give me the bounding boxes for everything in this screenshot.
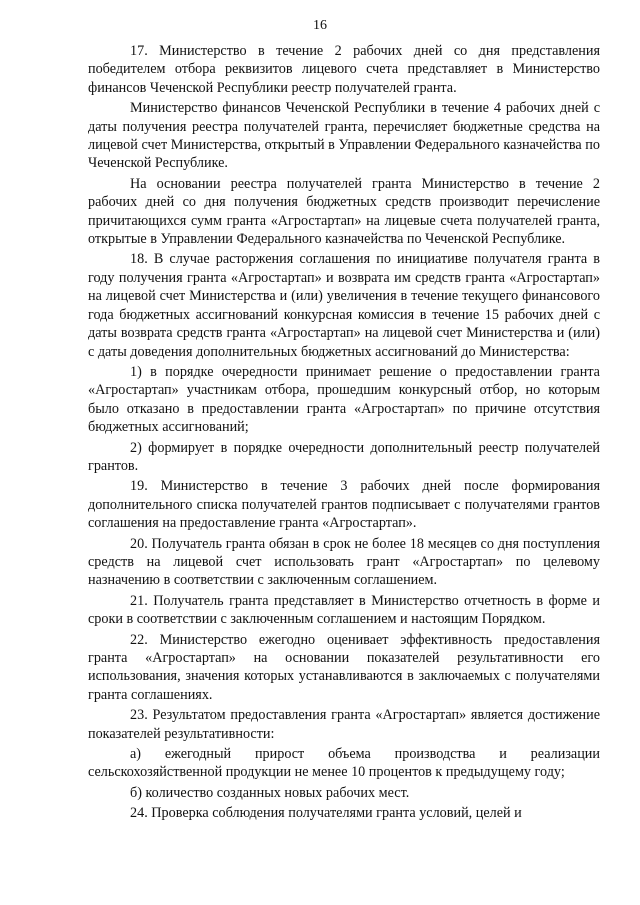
paragraph-18-item-2: 2) формирует в порядке очередности дополнительный реестр получателей грантов. xyxy=(88,439,600,474)
paragraph-21: 21. Получатель гранта представляет в Министерство отчетность в форме и сроки в соответствии с заключенным соглашением и настоящим Порядком. xyxy=(88,592,600,628)
paragraph-19: 19. Министерство в течение 3 рабочих дней после формирования дополнительного списка получателей грантов подписывает с получателями грантов соглашения на предоставление гранта «Агростартап». xyxy=(88,478,600,532)
paragraph-23-item-a: а) ежегодный прирост объема производства и реализации сельскохозяйственной продукции не менее 10 процентов к предыдущему году; xyxy=(88,746,600,781)
paragraph-20: 20. Получатель гранта обязан в срок не более 18 месяцев со дня поступления средств на лицевой счет использовать грант «Агростартап» по целевому назначению в соответствии с заключенным соглашением. xyxy=(88,535,600,589)
paragraph-minfin-transfer: Министерство финансов Чеченской Республики в течение 4 рабочих дней с даты получения реестра получателей гранта, перечисляет бюджетные средства на лицевой счет Министерства, открытый в Управлении Федерального казначейства по Чеченской Республике. xyxy=(88,100,600,172)
paragraph-23-item-b: б) количество созданных новых рабочих мест. xyxy=(130,784,410,801)
document-body xyxy=(88,42,600,823)
page-number: 16 xyxy=(313,18,327,33)
paragraph-18-item-1: 1) в порядке очередности принимает решение о предоставлении гранта «Агростартап» участникам отбора, прошедшим конкурсный отбор, но которым было отказано в предоставлении гранта «Агростартап» по причине отсутствия бюджетных ассигнований; xyxy=(88,363,600,436)
paragraph-17: 17. Министерство в течение 2 рабочих дней со дня представления победителем отбора реквизитов лицевого счета представляет в Министерство финансов Чеченской Республики реестр получателей гранта. xyxy=(88,43,600,96)
paragraph-22: 22. Министерство ежегодно оценивает эффективность предоставления гранта «Агростартап» на основании показателей результативности его использования, значения которых устанавливаются в заключаемых с получателями гранта соглашениях. xyxy=(88,631,600,703)
paragraph-23: 23. Результатом предоставления гранта «Агростартап» является достижение показателей результативности: xyxy=(88,707,600,742)
paragraph-24: 24. Проверка соблюдения получателями гранта условий, целей и xyxy=(130,805,522,822)
paragraph-grant-transfer: На основании реестра получателей гранта Министерство в течение 2 рабочих дней со дня получения бюджетных средств производит перечисление причитающихся сумм гранта «Агростартап» на лицевые счета получателей гранта, открытые в Управлении Федерального казначейства по Чеченской Республике. xyxy=(88,175,600,248)
paragraph-18: 18. В случае расторжения соглашения по инициативе получателя гранта в году получения гранта «Агростартап» и возврата им средств гранта «Агростартап» на лицевой счет Министерства и (или) увеличения в течение текущего финансового года бюджетных ассигнований конкурсная комиссия в течение 15 рабочих дней с даты возврата средств гранта «Агростартап» на лицевой счет Министерства и (или) с даты доведения дополнительных бюджетных ассигнований до Министерства: xyxy=(88,251,600,360)
